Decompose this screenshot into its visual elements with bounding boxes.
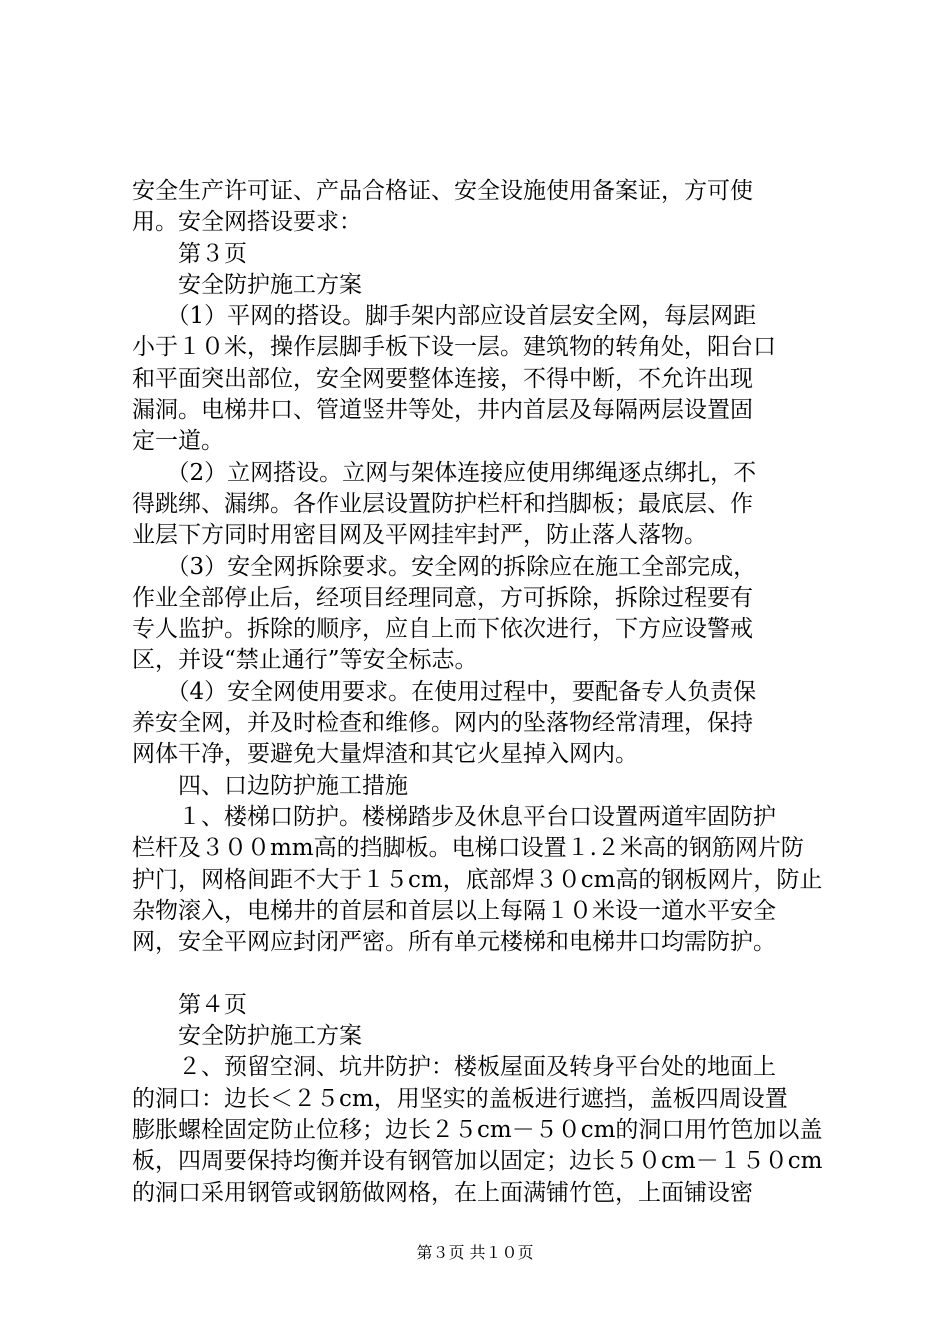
text-line: 四、口边防护施工措施 xyxy=(132,772,408,799)
text-line: 护门，网格间距不大于１５cm，底部焊３０cm高的钢板网片，防止 xyxy=(132,866,823,893)
text-line: 的洞口采用钢管或钢筋做网格，在上面满铺竹笆，上面铺设密 xyxy=(132,1179,753,1206)
text-line: 得跳绑、漏绑。各作业层设置防护栏杆和挡脚板；最底层、作 xyxy=(132,490,753,517)
text-line: 养安全网，并及时检查和维修。网内的坠落物经常清理，保持 xyxy=(132,710,753,737)
text-line: （1）平网的搭设。脚手架内部应设首层安全网，每层网距 xyxy=(132,303,757,330)
text-line: 漏洞。电梯井口、管道竖井等处，井内首层及每隔两层设置固 xyxy=(132,397,753,424)
text-line: （3）安全网拆除要求。安全网的拆除应在施工全部完成， xyxy=(132,553,757,580)
text-line: 第３页 xyxy=(132,240,247,267)
text-line: 小于１０米，操作层脚手板下设一层。建筑物的转角处，阳台口 xyxy=(132,334,776,361)
text-line: 安全防护施工方案 xyxy=(132,271,362,298)
text-line: （4）安全网使用要求。在使用过程中，要配备专人负责保 xyxy=(132,678,757,705)
text-line: 安全防护施工方案 xyxy=(132,1023,362,1050)
text-line: 用。安全网搭设要求： xyxy=(132,209,362,236)
text-line: 业层下方同时用密目网及平网挂牢封严，防止落人落物。 xyxy=(132,522,707,549)
text-line: 第４页 xyxy=(132,991,247,1018)
text-line: ２、预留空洞、坑井防护：楼板屋面及转身平台处的地面上 xyxy=(132,1054,776,1081)
text-line: 栏杆及３００mm高的挡脚板。电梯口设置１.２米高的钢筋网片防 xyxy=(132,835,804,862)
text-line: １、楼梯口防护。楼梯踏步及休息平台口设置两道牢固防护 xyxy=(132,803,776,830)
blank-line xyxy=(132,958,852,989)
page-footer: 第３页 共１０页 xyxy=(416,1243,534,1262)
text-line: 定一道。 xyxy=(132,428,224,455)
document-body xyxy=(132,176,852,1209)
text-line: 杂物滚入，电梯井的首层和首层以上每隔１０米设一道水平安全 xyxy=(132,897,776,924)
text-line: 网，安全平网应封闭严密。所有单元楼梯和电梯井口均需防护。 xyxy=(132,929,776,956)
text-line: （2）立网搭设。立网与架体连接应使用绑绳逐点绑扎，不 xyxy=(132,459,757,486)
text-line: 安全生产许可证、产品合格证、安全设施使用备案证，方可使 xyxy=(132,178,753,204)
text-line: 膨胀螺栓固定防止位移；边长２５cm－５０cm的洞口用竹笆加以盖 xyxy=(132,1116,823,1143)
text-line: 和平面突出部位，安全网要整体连接，不得中断，不允许出现 xyxy=(132,365,753,392)
text-line: 网体干净，要避免大量焊渣和其它火星掉入网内。 xyxy=(132,741,638,768)
text-line: 作业全部停止后，经项目经理同意，方可拆除，拆除过程要有 xyxy=(132,584,753,611)
text-line: 的洞口：边长＜２５cm，用坚实的盖板进行遮挡，盖板四周设置 xyxy=(132,1085,788,1112)
text-line: 区，并设“禁止通行”等安全标志。 xyxy=(132,647,478,674)
text-line: 专人监护。拆除的顺序，应自上而下依次进行，下方应设警戒 xyxy=(132,616,753,643)
text-line: 板，四周要保持均衡并设有钢管加以固定；边长５０cm－１５０cm xyxy=(132,1148,823,1175)
